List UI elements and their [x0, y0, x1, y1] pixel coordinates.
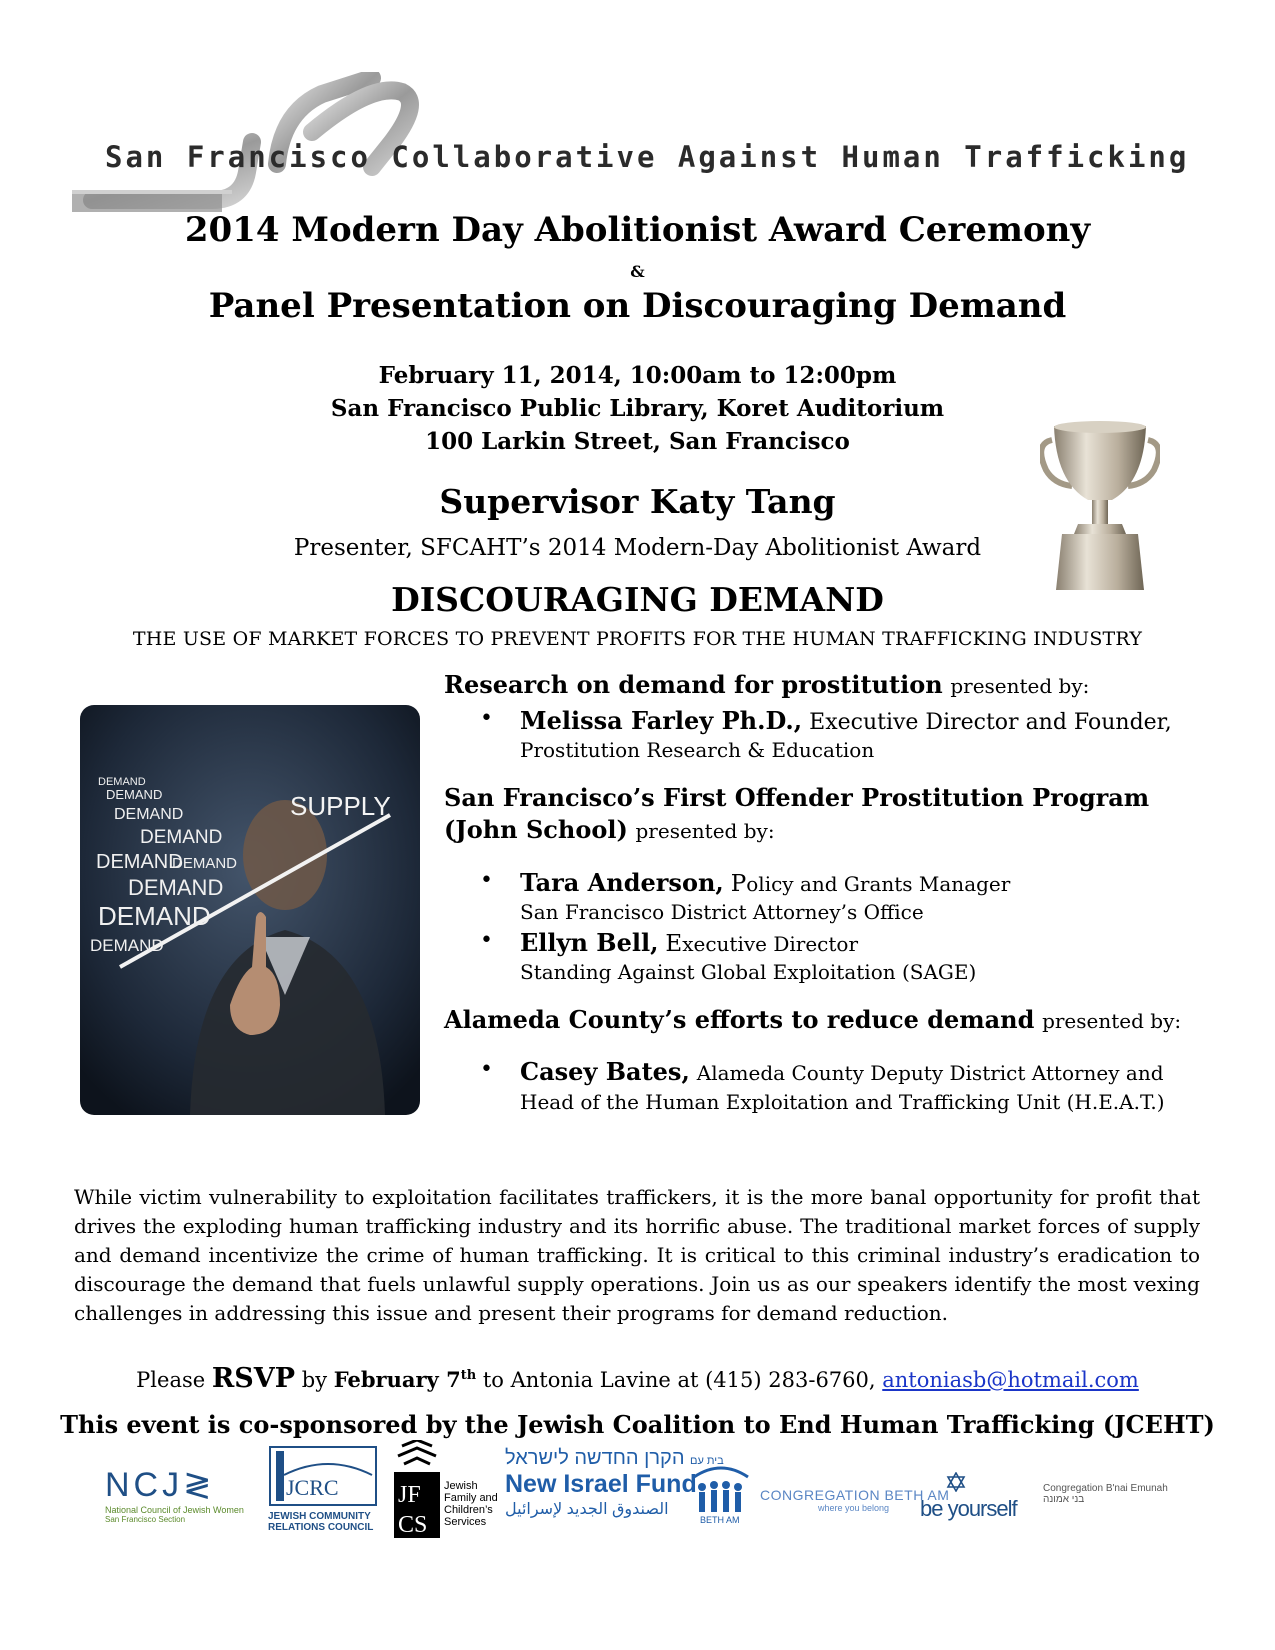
speaker-title-cap: P [730, 871, 747, 897]
svg-text:JF: JF [398, 1482, 421, 1508]
event-venue: San Francisco Public Library, Koret Auditorium [330, 395, 945, 422]
rsvp-date: February 7 [333, 1367, 461, 1392]
demand-word: DEMAND [128, 875, 224, 900]
demand-word: DEMAND [172, 855, 238, 872]
jfcs-line1: Jewish [444, 1480, 478, 1492]
jcrc-bridge-icon [268, 1445, 378, 1507]
cba-tag: where you belong [818, 1503, 890, 1513]
event-title-ampersand: & [630, 262, 645, 281]
jfcs-logo [392, 1440, 502, 1545]
cbe-name: Congregation B'nai Emunah [1043, 1483, 1168, 1494]
org-name: San Francisco Collaborative Against Human Trafficking [105, 140, 1190, 174]
event-address: 100 Larkin Street, San Francisco [425, 428, 850, 455]
congregation-bnai-emunah-logo [1043, 1483, 1193, 1523]
speaker-title: xecutive Director [682, 932, 859, 956]
speaker-title-cap: E [665, 931, 683, 957]
speaker-org: San Francisco District Attorney’s Office [520, 900, 924, 924]
jcrc-line2: RELATIONS COUNCIL [268, 1522, 374, 1533]
demand-word: DEMAND [114, 806, 184, 823]
speaker-name: Melissa Farley Ph.D., [520, 706, 803, 735]
supply-label: SUPPLY [290, 791, 391, 821]
speaker-name: Casey Bates, [520, 1057, 690, 1086]
demand-word: DEMAND [96, 851, 183, 873]
panel-heading-alameda: Alameda County’s efforts to reduce demand presented by: [444, 1005, 1182, 1034]
speaker-org: Prostitution Research & Education [520, 738, 875, 762]
speaker-org: Head of the Human Exploitation and Trafficking Unit (H.E.A.T.) [520, 1090, 1165, 1114]
ncjw-logo [105, 1465, 245, 1535]
rsvp-line: Please RSVP by February 7th to Antonia Lavine at (415) 283-6760, antoniasb@hotmail.com [136, 1363, 1139, 1394]
panel-heading-first-offender: San Francisco’s First Offender Prostitution Program [444, 783, 1150, 812]
ncjw-name: National Council of Jewish Women [105, 1505, 244, 1515]
svg-text:CS: CS [398, 1512, 428, 1538]
event-title-line2: Panel Presentation on Discouraging Demand [208, 286, 1067, 326]
speaker-title: Executive Director and Founder, [809, 710, 1172, 735]
jfcs-mark-icon [392, 1440, 442, 1540]
speaker-title: Alameda County Deputy District Attorney and [696, 1061, 1164, 1085]
event-datetime: February 11, 2014, 10:00am to 12:00pm [378, 362, 897, 389]
speaker-title: olicy and Grants Manager [746, 872, 1011, 896]
nif-name: New Israel Fund [505, 1470, 697, 1498]
cosponsor-statement: This event is co-sponsored by the Jewish Coalition to End Human Trafficking (JCEHT) [60, 1410, 1215, 1439]
supply-demand-photo [80, 705, 420, 1115]
jfcs-line2: Family and [444, 1492, 498, 1504]
demand-word: DEMAND [98, 776, 146, 788]
cbe-hebrew: בני אמונה [1043, 1494, 1085, 1505]
star-of-david-icon [946, 1472, 966, 1492]
be-yourself-text: be yourself [920, 1496, 1017, 1521]
event-title-line1: 2014 Modern Day Abolitionist Award Ceremony [184, 210, 1091, 250]
panel-heading-john-school: (John School) presented by: [444, 815, 775, 844]
description-paragraph: While victim vulnerability to exploitation facilitates traffickers, it is the more banal opportunity for profit that drives the exploding human trafficking industry and its horrific abuse. The traditional market forces of supply and demand incentivize the crime of human trafficking. It is critical to this criminal industry’s eradication to discourage the demand that fuels unlawful supply operations. Join us as our speakers identify the most vexing challenges in addressing this issue and present their programs for demand reduction. [74, 1185, 1200, 1325]
section-title: DISCOURAGING DEMAND [391, 580, 884, 619]
jcrc-logo [268, 1445, 378, 1545]
cba-name: CONGREGATION BETH AM [760, 1487, 950, 1503]
jfcs-line3: Children’s [444, 1504, 493, 1516]
jfcs-line4: Services [444, 1516, 487, 1528]
be-yourself-logo [920, 1472, 1020, 1522]
panel-heading-research: Research on demand for prostitution presented by: [444, 670, 1090, 699]
demand-word: DEMAND [140, 827, 223, 848]
ncjw-section: San Francisco Section [105, 1515, 186, 1524]
presenter-role: Presenter, SFCAHT’s 2014 Modern-Day Abolitionist Award [293, 535, 982, 561]
demand-word: DEMAND [106, 787, 163, 802]
section-subtitle: THE USE OF MARKET FORCES TO PREVENT PROFITS FOR THE HUMAN TRAFFICKING INDUSTRY [132, 628, 1143, 650]
jcrc-line1: JEWISH COMMUNITY [268, 1511, 371, 1522]
rsvp-label: RSVP [211, 1363, 296, 1394]
speaker-name: Tara Anderson, [520, 868, 724, 897]
congregation-beth-am-logo [760, 1487, 950, 1527]
beth-am-hebrew: בית עם [690, 1455, 724, 1467]
demand-word: DEMAND [90, 936, 164, 955]
nif-arabic: الصندوق الجديد لإسرائيل [505, 1501, 669, 1518]
nif-hebrew: הקרן החדשה לישראל [505, 1447, 685, 1469]
svg-text:BETH AM: BETH AM [700, 1515, 740, 1525]
speaker-org: Standing Against Global Exploitation (SAGE) [520, 960, 977, 984]
speaker-name: Ellyn Bell, [520, 928, 659, 957]
trophy-icon [1040, 420, 1160, 595]
demand-word: DEMAND [98, 901, 211, 931]
presenter-name: Supervisor Katy Tang [439, 482, 836, 521]
svg-text:JCRC: JCRC [286, 1475, 339, 1500]
ncjw-mark: NCJ≷ [105, 1466, 216, 1504]
rsvp-email-link[interactable]: antoniasb@hotmail.com [882, 1368, 1139, 1392]
